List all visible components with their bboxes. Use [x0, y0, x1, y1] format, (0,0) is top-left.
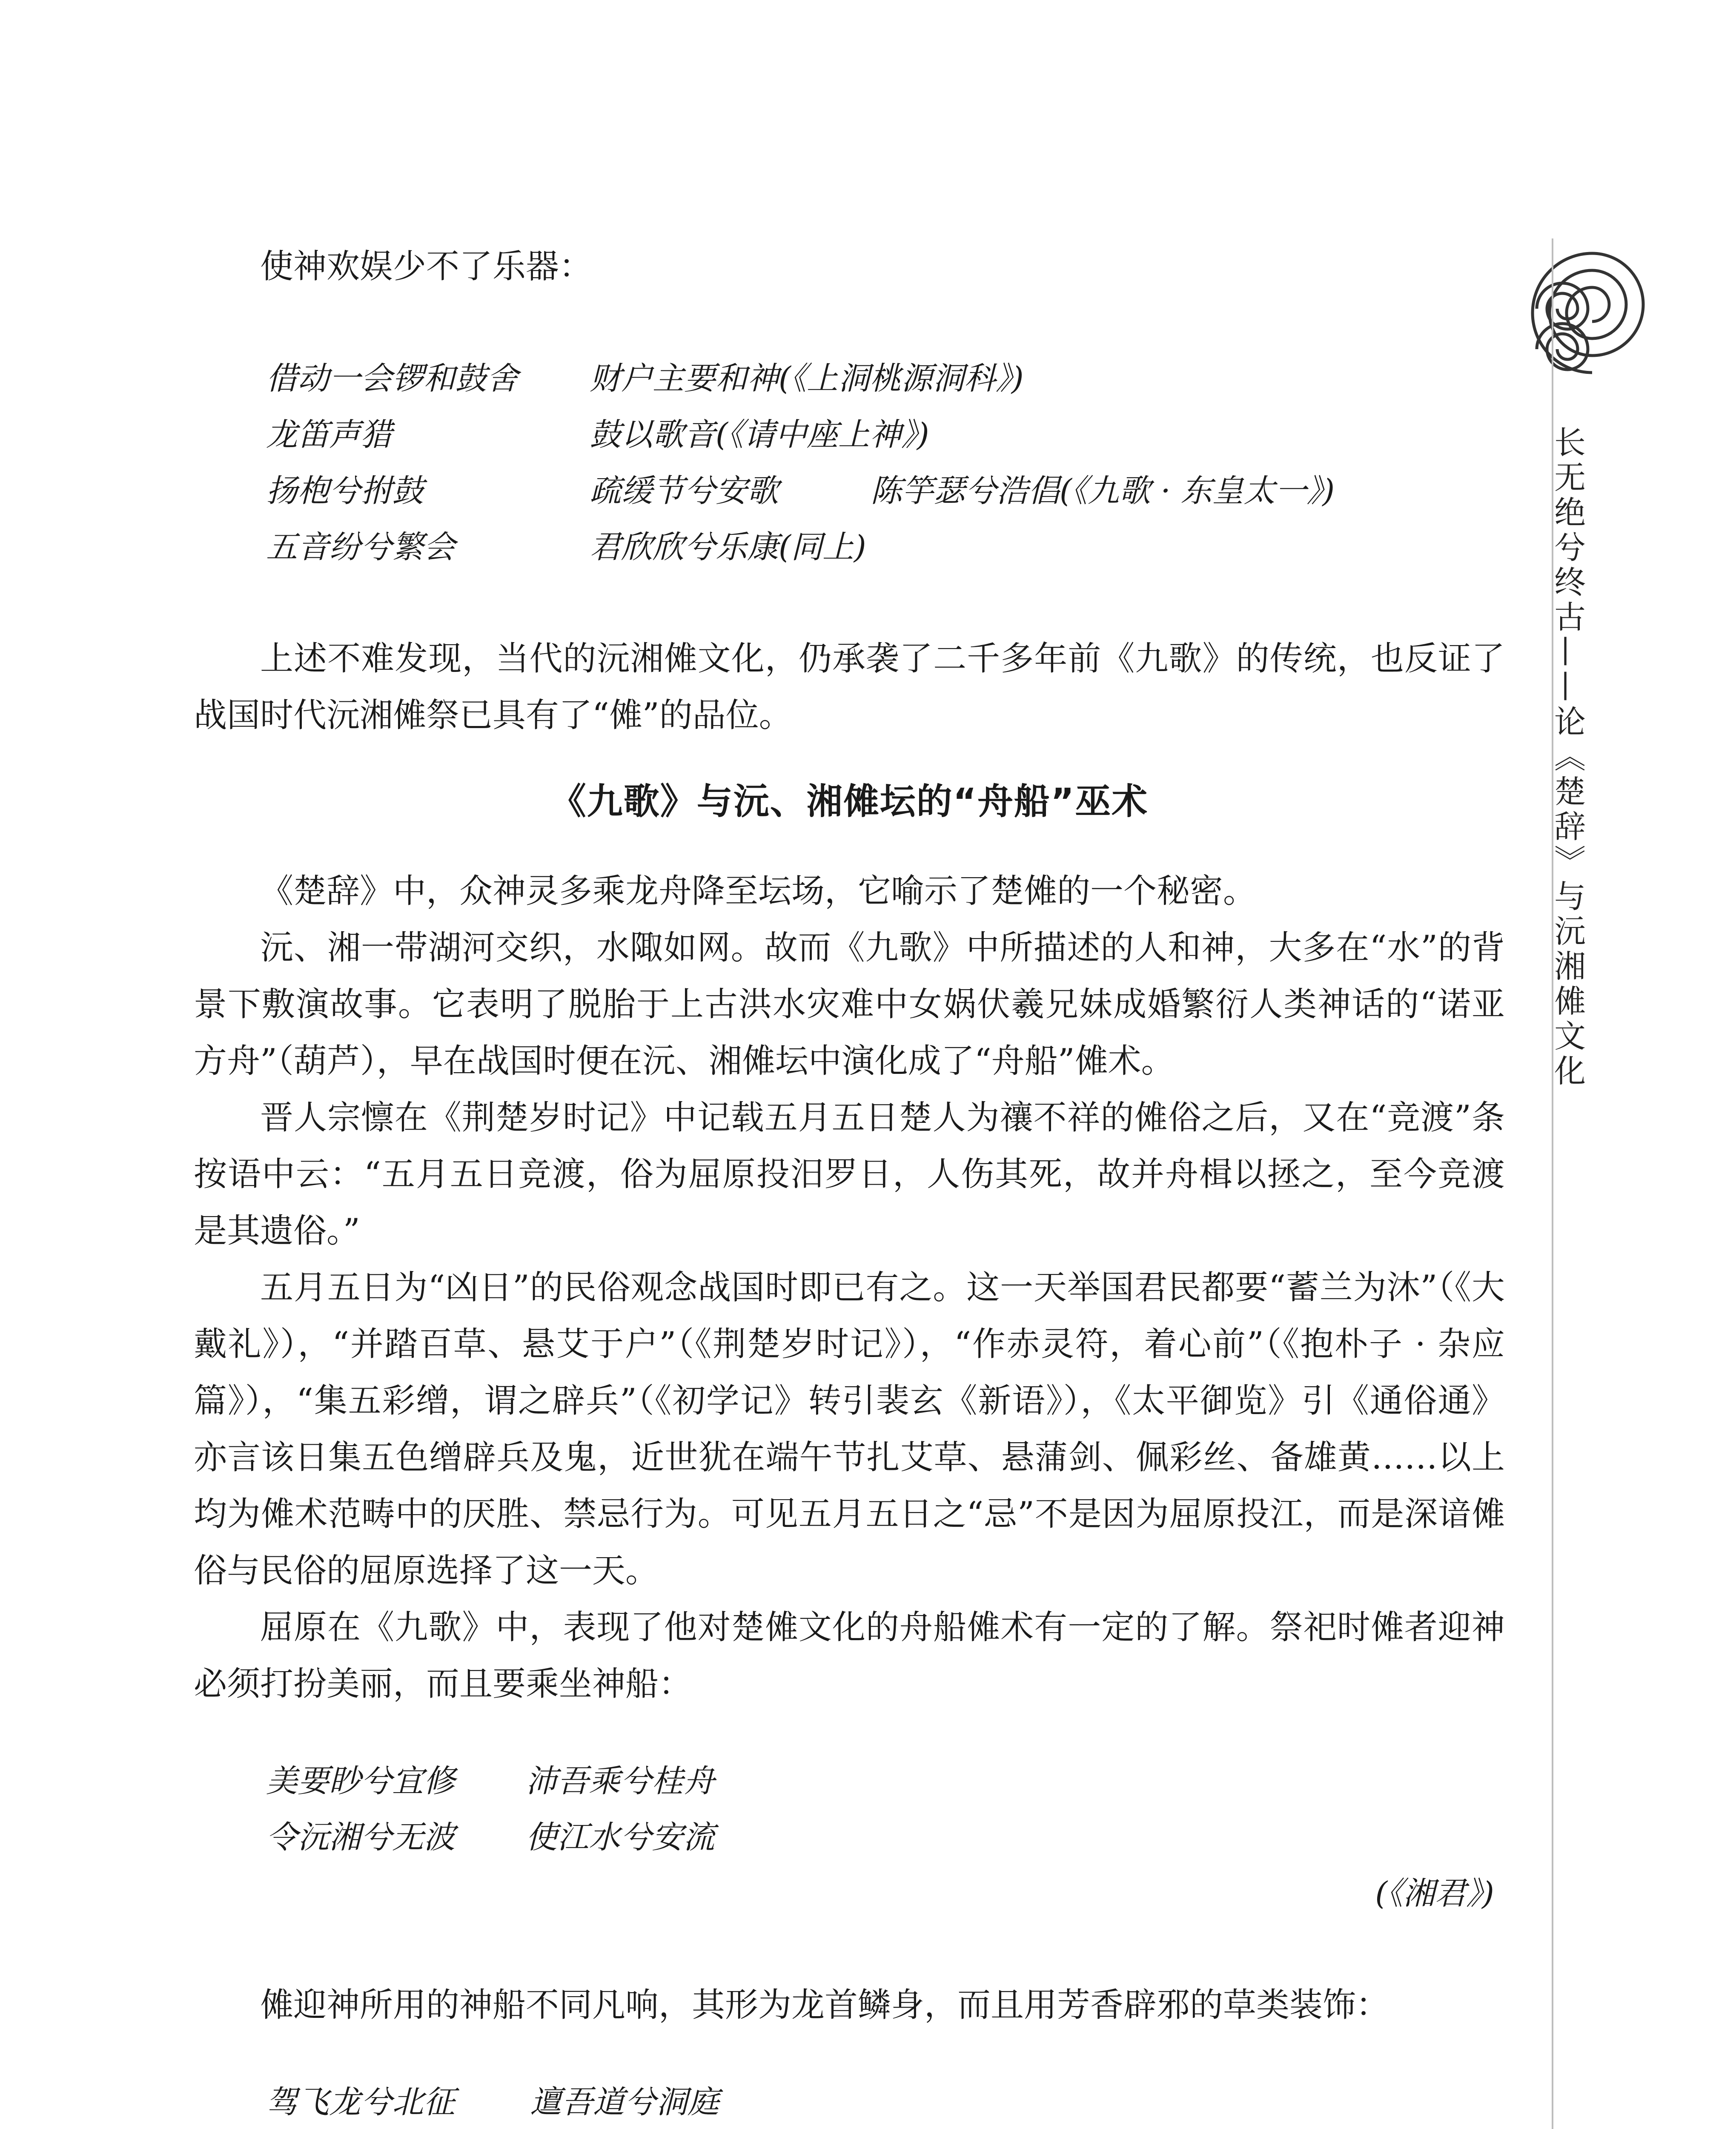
paragraph: 沅、湘一带湖河交织，水陬如网。故而《九歌》中所描述的人和神，大多在“水”的背景下敷演故事。它表明了脱胎于上古洪水灾难中女娲伏羲兄妹成婚繁衍人类神话的“诺亚方舟”（葫芦），早在战国时便在沅、湘傩坛中演化成了“舟船”傩术。 [194, 929, 1505, 1080]
spacer [194, 1922, 1505, 1977]
poem-half: 邅吾道兮洞庭 [530, 2084, 719, 2120]
quote-cell: 财户主要和神(《上洞桃源洞科》) [590, 360, 1024, 397]
quote-line [194, 519, 1505, 575]
paragraph: 上述不难发现，当代的沅湘傩文化，仍承袭了二千多年前《九歌》的传统，也反证了战国时代沅湘傩祭已具有了“傩”的品位。 [194, 640, 1505, 735]
poem-half: 驾飞龙兮北征 [266, 2084, 455, 2120]
quote-line [194, 407, 1505, 463]
quote-cell: 疏缓节兮安歌 [590, 473, 779, 509]
poem-block [194, 2074, 1505, 2129]
poem-half: 使江水兮安流 [526, 1819, 715, 1856]
poem-half: 美要眇兮宜修 [266, 1763, 455, 1799]
spacer [194, 575, 1505, 631]
spiral-ornament-icon [1528, 245, 1656, 385]
section-title: 《九歌》与沅、湘傩坛的“舟船”巫术 [550, 780, 1149, 822]
paragraph: 五月五日为“凶日”的民俗观念战国时即已有之。这一天举国君民都要“蓄兰为沐”（《大戴礼》），“并踏百草、悬艾于户”（《荆楚岁时记》），“作赤灵符，着心前”（《抱朴子 · 杂应篇》），“集五彩缯，谓之辟兵”（《初学记》转引裴玄《新语》），《太平御览》引《通俗通》亦言该日集五色缯辟兵及鬼，近世犹在端午节扎艾草、悬蒲剑、佩彩丝、备雄黄……以上均为傩术范畴中的厌胜、禁忌行为。可见五月五日之“忌”不是因为屈原投江，而是深谙傩俗与民俗的屈原选择了这一天。 [194, 1268, 1505, 1590]
poem-half: 沛吾乘兮桂舟 [526, 1763, 715, 1799]
quote-cell: 龙笛声猎 [266, 416, 392, 453]
poem-block [194, 1753, 1505, 1865]
running-title: 长无绝兮终古——论《楚辞》与沅湘傩文化 [1549, 426, 1586, 1089]
spacer [194, 295, 1505, 350]
quote-cell: 鼓以歌音(《请中座上神》) [590, 416, 929, 453]
music-intro: 使神欢娱少不了乐器： [260, 247, 593, 286]
music-quote-block [194, 350, 1505, 575]
quote-line [194, 463, 1505, 519]
main-text-column [194, 238, 1505, 2129]
poem-line [194, 1809, 1505, 1865]
poem-line [194, 1753, 1505, 1809]
quote-line [194, 350, 1505, 407]
paragraph: 《楚辞》中，众神灵多乘龙舟降至坛场，它喻示了楚傩的一个秘密。 [260, 872, 1257, 910]
quote-cell: 五音纷兮繁会 [266, 529, 455, 565]
poem-half: 令沅湘兮无波 [266, 1819, 455, 1856]
quote-cell: 借动一会锣和鼓舍 [266, 360, 518, 397]
paragraph: 傩迎神所用的神船不同凡响，其形为龙首鳞身，而且用芳香辟邪的草类装饰： [260, 1986, 1389, 2024]
paragraph: 屈原在《九歌》中，表现了他对楚傩文化的舟船傩术有一定的了解。祭祀时傩者迎神必须打扮美丽，而且要乘坐神船： [194, 1608, 1505, 1703]
quote-cell: 君欣欣兮乐康(同上) [590, 529, 866, 565]
poem-source: (《湘君》) [1375, 1875, 1494, 1912]
quote-cell: 扬枹兮拊鼓 [266, 473, 424, 509]
poem-line [194, 2074, 1505, 2129]
spacer [194, 2034, 1505, 2074]
spacer [194, 1713, 1505, 1753]
quote-cell: 陈竽瑟兮浩倡(《九歌 · 东皇太一》) [871, 473, 1335, 509]
paragraph: 晋人宗懔在《荆楚岁时记》中记载五月五日楚人为禳不祥的傩俗之后，又在“竞渡”条按语中云：“五月五日竞渡，俗为屈原投汨罗日，人伤其死，故并舟楫以拯之，至今竞渡是其遗俗。” [194, 1099, 1505, 1250]
